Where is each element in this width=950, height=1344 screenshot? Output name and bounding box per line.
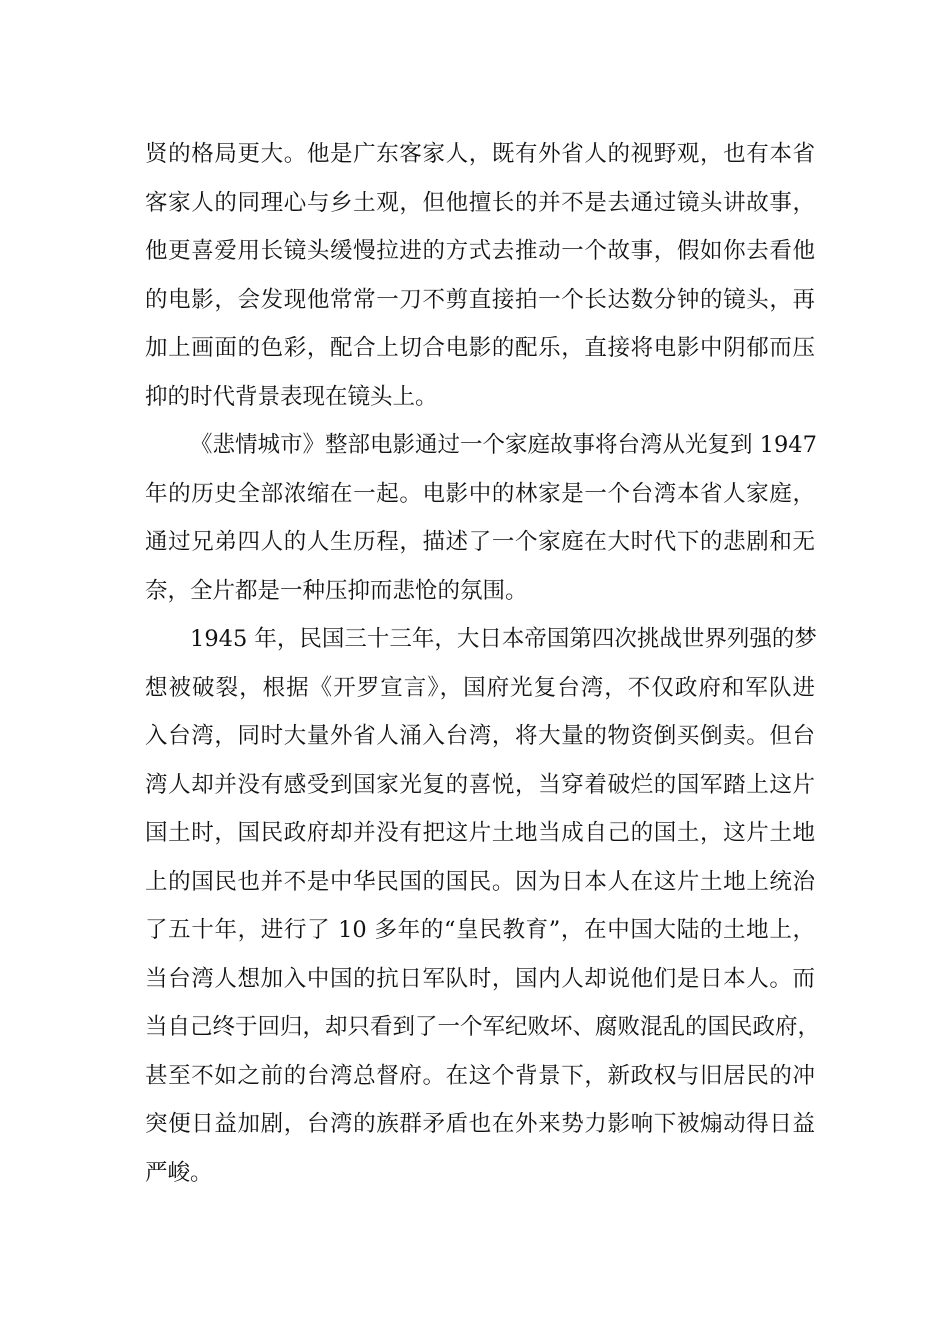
text-line: 当台湾人想加入中国的抗日军队时，国内人却说他们是日本人。而	[145, 965, 815, 992]
text-line: 贤的格局更大。他是广东客家人，既有外省人的视野观，也有本省	[145, 141, 815, 167]
paragraph	[145, 134, 815, 425]
text-line: 突便日益加剧，台湾的族群矛盾也在外来势力影响下被煽动得日益	[145, 1111, 815, 1137]
text-line: 他更喜爱用长镜头缓慢拉进的方式去推动一个故事，假如你去看他	[145, 238, 815, 264]
text-line: 客家人的同理心与乡土观，但他擅长的并不是去通过镜头讲故事，	[145, 189, 815, 216]
text-line: 《悲情城市》整部电影通过一个家庭故事将台湾从光复到 1947	[190, 432, 817, 458]
text-line: 想被破裂，根据《开罗宣言》，国府光复台湾，不仅政府和军队进	[145, 674, 815, 701]
text-line: 抑的时代背景表现在镜头上。	[145, 383, 438, 410]
text-line: 年的历史全部浓缩在一起。电影中的林家是一个台湾本省人家庭，	[145, 480, 815, 507]
paragraph	[145, 619, 821, 1201]
text-line: 湾人却并没有感受到国家光复的喜悦，当穿着破烂的国军踏上这片	[145, 771, 815, 798]
text-line: 了五十年，进行了 10 多年的“皇民教育”，在中国大陆的土地上，	[145, 917, 815, 943]
text-line: 国土时，国民政府却并没有把这片土地当成自己的国土，这片土地	[145, 820, 815, 846]
text-line: 甚至不如之前的台湾总督府。在这个背景下，新政权与旧居民的冲	[145, 1062, 815, 1089]
text-line: 严峻。	[145, 1159, 213, 1186]
text-line: 入台湾，同时大量外省人涌入台湾，将大量的物资倒买倒卖。但台	[145, 723, 815, 749]
text-line: 加上画面的色彩，配合上切合电影的配乐，直接将电影中阴郁而压	[145, 335, 815, 361]
text-line: 当自己终于回归，却只看到了一个军纪败坏、腐败混乱的国民政府，	[145, 1014, 821, 1040]
document-body	[145, 134, 821, 1201]
paragraph	[145, 425, 815, 619]
text-line: 奈，全片都是一种压抑而悲怆的氛围。	[145, 577, 528, 604]
text-line: 1945 年，民国三十三年，大日本帝国第四次挑战世界列强的梦	[190, 626, 817, 652]
text-line: 的电影，会发现他常常一刀不剪直接拍一个长达数分钟的镜头，再	[145, 286, 815, 313]
text-line: 上的国民也并不是中华民国的国民。因为日本人在这片土地上统治	[145, 868, 815, 895]
text-line: 通过兄弟四人的人生历程，描述了一个家庭在大时代下的悲剧和无	[145, 529, 815, 555]
